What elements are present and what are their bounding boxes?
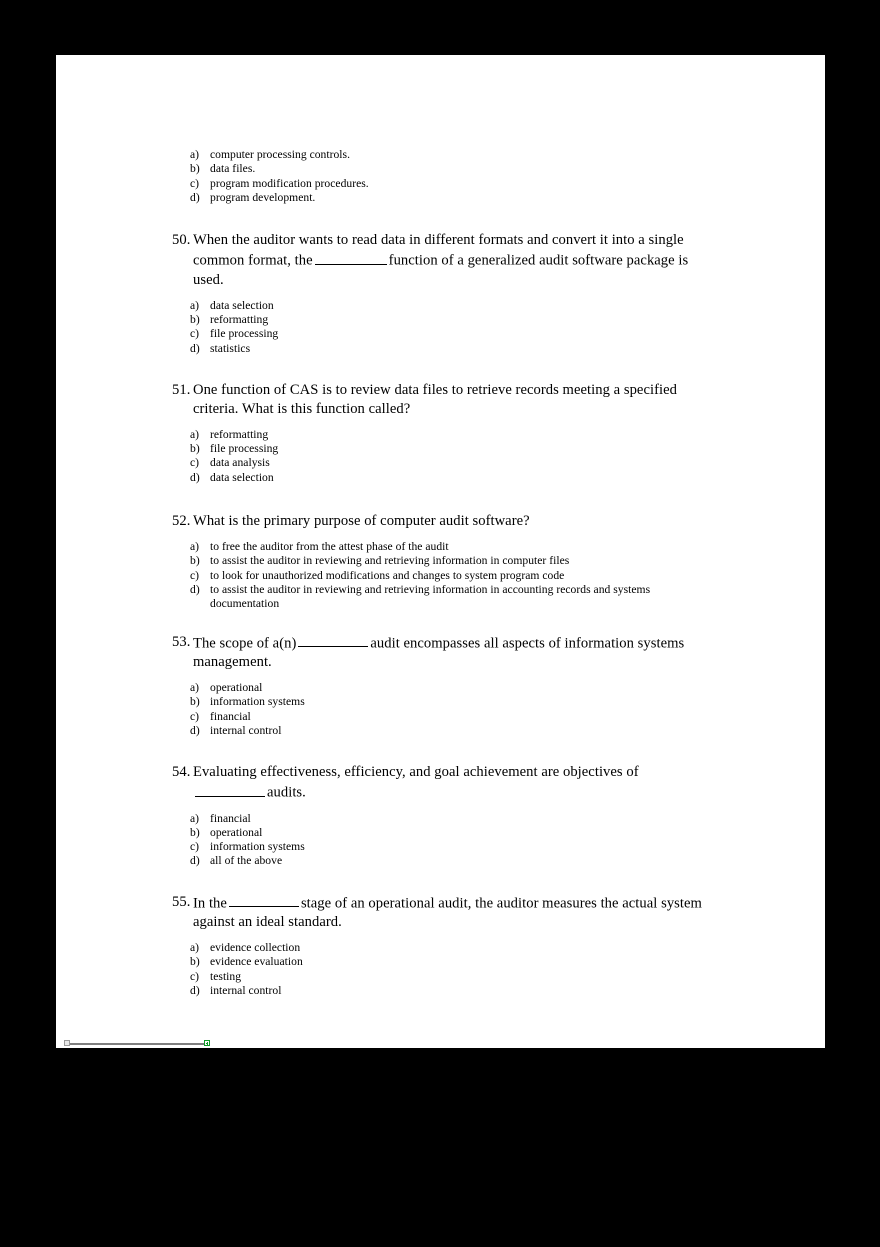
option-letter: d) <box>190 470 200 484</box>
option-item[interactable] <box>172 812 720 826</box>
question-text-before: When the auditor wants to read data in different formats and convert it into a single common format, the <box>193 232 684 269</box>
question-text-55 <box>172 893 720 932</box>
option-letter: b) <box>190 162 200 176</box>
option-text: evidence evaluation <box>210 955 303 969</box>
option-item[interactable] <box>172 299 720 313</box>
option-letter: d) <box>190 854 200 868</box>
option-letter: d) <box>190 723 200 737</box>
option-item[interactable] <box>172 583 720 612</box>
question-text-52 <box>172 512 720 531</box>
option-text: operational <box>210 825 263 839</box>
option-text: all of the above <box>210 854 283 868</box>
fill-in-blank[interactable] <box>229 893 299 907</box>
option-item[interactable] <box>172 710 720 724</box>
selected-line-shape[interactable] <box>64 1040 210 1047</box>
option-text: program modification procedures. <box>210 176 369 190</box>
question-number: 55. <box>172 893 191 910</box>
document-content <box>172 148 720 998</box>
option-letter: b) <box>190 442 200 456</box>
option-item[interactable] <box>172 313 720 327</box>
question-text-53 <box>172 633 720 672</box>
question-number: 52. <box>172 513 191 530</box>
option-text: testing <box>210 969 242 983</box>
document-page <box>56 55 825 1048</box>
question-text-after: stage of an operational audit, the auditor measures the actual system against an ideal standard. <box>193 895 702 931</box>
option-text: file processing <box>210 327 279 341</box>
fill-in-blank[interactable] <box>315 250 387 264</box>
question-text-before: Evaluating effectiveness, efficiency, and goal achievement are objectives of <box>193 764 639 781</box>
question-statement <box>193 231 720 289</box>
option-item[interactable] <box>172 327 720 341</box>
option-text: information systems <box>210 840 305 854</box>
option-text: operational <box>210 680 263 694</box>
option-text: data analysis <box>210 456 270 470</box>
option-text: financial <box>210 709 251 723</box>
option-text: computer processing controls. <box>210 148 350 161</box>
option-list <box>172 540 720 612</box>
option-text: reformatting <box>210 312 269 326</box>
option-list <box>172 299 720 356</box>
option-text: data selection <box>210 298 274 312</box>
option-list <box>172 148 720 205</box>
option-letter: d) <box>190 984 200 998</box>
option-item[interactable] <box>172 984 720 998</box>
option-item[interactable] <box>172 826 720 840</box>
option-item[interactable] <box>172 428 720 442</box>
question-statement <box>193 763 720 802</box>
question-statement: One function of CAS is to review data files to retrieve records meeting a specified criteria. What is this function called? <box>193 381 677 417</box>
option-letter: c) <box>190 568 200 582</box>
option-text: to free the auditor from the attest phase of the audit <box>210 539 449 553</box>
question-text-before: In the <box>193 895 227 912</box>
question-block-54 <box>172 763 720 869</box>
question-text-after: audit encompasses all aspects of information systems management. <box>193 634 685 670</box>
option-item[interactable] <box>172 569 720 583</box>
option-letter: c) <box>190 969 200 983</box>
question-number: 54. <box>172 764 191 781</box>
option-letter: c) <box>190 709 200 723</box>
question-text-before: The scope of a(n) <box>193 634 297 651</box>
option-letter: c) <box>190 327 200 341</box>
option-item[interactable] <box>172 681 720 695</box>
option-item[interactable] <box>172 177 720 191</box>
fill-in-blank[interactable] <box>195 782 265 796</box>
option-letter: b) <box>190 825 200 839</box>
option-list <box>172 428 720 485</box>
resize-handle-left[interactable] <box>64 1040 70 1046</box>
option-letter: b) <box>190 554 200 568</box>
fill-in-blank[interactable] <box>298 633 368 647</box>
option-item[interactable] <box>172 148 720 162</box>
option-letter: b) <box>190 955 200 969</box>
option-text: file processing <box>210 442 279 456</box>
option-item[interactable] <box>172 840 720 854</box>
option-item[interactable] <box>172 554 720 568</box>
option-letter: c) <box>190 176 200 190</box>
option-letter: a) <box>190 539 200 553</box>
option-letter: a) <box>190 941 200 955</box>
option-list <box>172 941 720 998</box>
question-text-after: function of a generalized audit software package is used. <box>193 252 689 288</box>
option-text: statistics <box>210 341 251 355</box>
option-item[interactable] <box>172 970 720 984</box>
option-letter: c) <box>190 840 200 854</box>
question-block-53 <box>172 633 720 739</box>
question-text-after: audits. <box>267 784 306 801</box>
horizontal-line <box>67 1043 207 1045</box>
option-letter: b) <box>190 695 200 709</box>
option-text: to assist the auditor in reviewing and retrieving information in computer files <box>210 554 570 568</box>
option-text: information systems <box>210 695 305 709</box>
option-item[interactable] <box>172 471 720 485</box>
question-text-51 <box>172 381 720 419</box>
option-letter: c) <box>190 456 200 470</box>
resize-handle-right[interactable] <box>204 1040 210 1046</box>
question-number: 53. <box>172 633 191 650</box>
option-item[interactable] <box>172 955 720 969</box>
option-list <box>172 812 720 869</box>
option-item[interactable] <box>172 854 720 868</box>
option-letter: a) <box>190 298 200 312</box>
option-letter: a) <box>190 427 200 441</box>
question-block-orphan <box>172 148 720 205</box>
option-text: data files. <box>210 162 256 176</box>
option-letter: a) <box>190 148 200 161</box>
option-item[interactable] <box>172 191 720 205</box>
option-letter: d) <box>190 190 200 204</box>
option-item[interactable] <box>172 540 720 554</box>
question-block-55 <box>172 893 720 999</box>
option-item[interactable] <box>172 456 720 470</box>
question-text-54 <box>172 763 720 802</box>
option-letter: a) <box>190 680 200 694</box>
option-item[interactable] <box>172 342 720 356</box>
option-item[interactable] <box>172 695 720 709</box>
option-list <box>172 681 720 738</box>
question-block-50 <box>172 231 720 356</box>
option-text: financial <box>210 811 251 825</box>
option-text: program development. <box>210 190 316 204</box>
option-text: internal control <box>210 723 282 737</box>
option-item[interactable] <box>172 442 720 456</box>
option-letter: d) <box>190 582 200 596</box>
question-statement: What is the primary purpose of computer audit software? <box>193 513 530 530</box>
option-item[interactable] <box>172 724 720 738</box>
question-number: 51. <box>172 381 191 398</box>
question-text-50 <box>172 231 720 289</box>
option-item[interactable] <box>172 162 720 176</box>
option-text: data selection <box>210 470 274 484</box>
option-text: reformatting <box>210 427 269 441</box>
question-block-51 <box>172 381 720 485</box>
question-block-52 <box>172 512 720 612</box>
option-text: to look for unauthorized modifications and changes to system program code <box>210 568 565 582</box>
question-number: 50. <box>172 232 191 249</box>
option-item[interactable] <box>172 941 720 955</box>
option-letter: d) <box>190 341 200 355</box>
option-text: evidence collection <box>210 941 301 955</box>
option-text: internal control <box>210 984 282 998</box>
option-letter: a) <box>190 811 200 825</box>
option-text: to assist the auditor in reviewing and retrieving information in accounting records and systems documentation <box>210 582 651 611</box>
question-statement <box>193 893 720 932</box>
question-statement <box>193 633 720 672</box>
option-letter: b) <box>190 312 200 326</box>
